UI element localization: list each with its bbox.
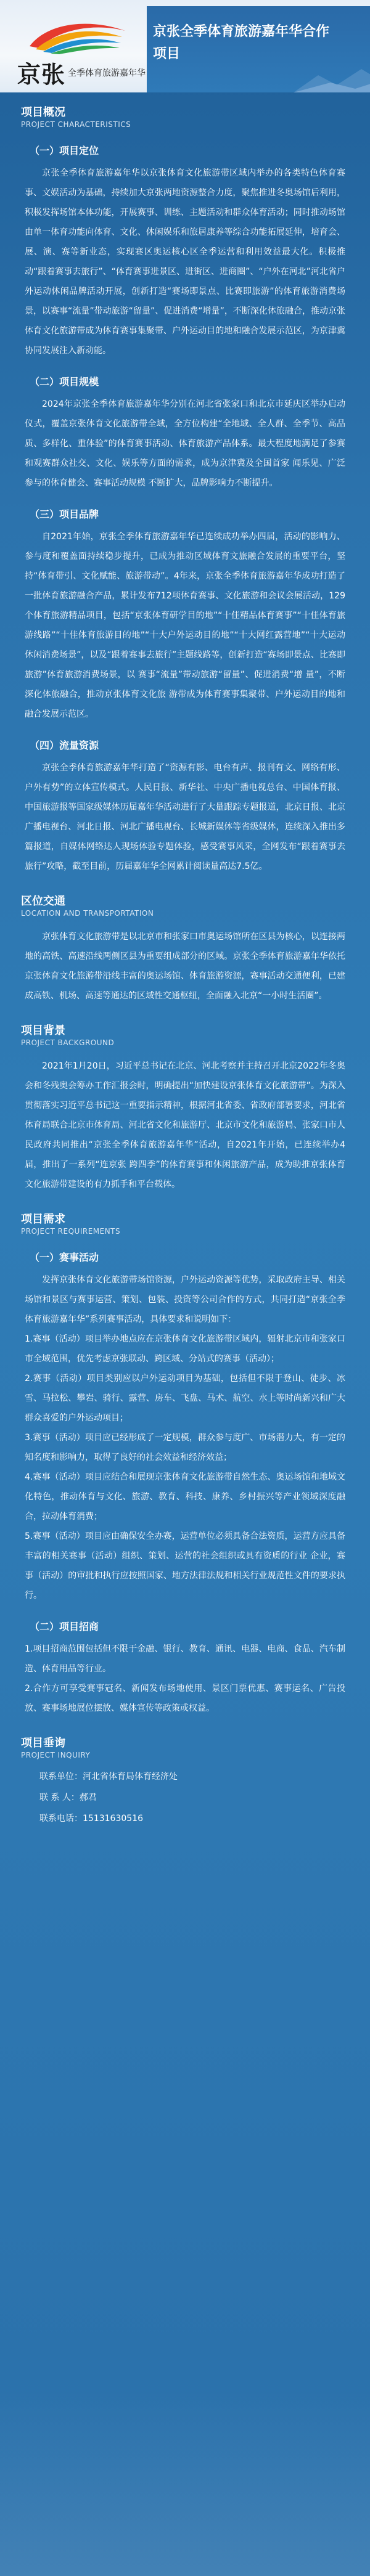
traffic-paragraph: 京张全季体育旅游嘉年华打造了“资源有影、电台有声、报刊有文、网络有形、户外有势”的立体宣传模式。人民日报、新华社、中央广播电视总台、中国体育报、中国旅游报等国家级媒体历届嘉年华活动进行了大量跟踪专题报道，北京日报、北京广播电视台、河北日报、河北广播电视台、长城新媒体等省级媒体，连续深入推出多篇报道，自媒体网络达人现场体验专题体验，感受赛事风采，全网发布“跟着赛事去旅行”攻略，截至目前，历届嘉年华全网累计阅读量高达7.5亿。 bbox=[25, 763, 345, 871]
event-logo bbox=[12, 18, 146, 88]
section-subtitle: PROJECT BACKGROUND bbox=[21, 1038, 115, 1047]
section-title: 项目需求 bbox=[21, 1213, 65, 1226]
list-item: 1.项目招商范围包括但不限于金融、银行、教育、通讯、电器、电商、食品、汽车制造、体育用品等行业。 bbox=[25, 1644, 345, 1674]
section-subtitle: LOCATION AND TRANSPORTATION bbox=[21, 909, 154, 918]
subsection-investment-title: （二）项目招商 bbox=[30, 1621, 99, 1632]
subsection-scale-title: （二）项目规模 bbox=[30, 376, 99, 388]
section-title: 项目垂询 bbox=[21, 1737, 65, 1750]
section-subtitle: PROJECT INQUIRY bbox=[21, 1751, 91, 1759]
subsection-brand-title: （三）项目品牌 bbox=[30, 508, 99, 520]
events-intro-paragraph: 发挥京张体育文化旅游带场馆资源，户外运动资源等优势，采取政府主导、相关场馆和景区与赛事运营、策划、包装、投资等公司合作的方式，共同打造“京张全季体育旅游嘉年华”系列赛事活动，具体要求和说明如下： bbox=[25, 1275, 345, 1324]
section-title: 区位交通 bbox=[21, 895, 65, 908]
list-item: 4.赛事（活动）项目应结合和展现京张体育文化旅游带自然生态、奥运场馆和地域文化特色，推动体育与文化、旅游、教育、科技、康养、乡村振兴等产业领域深度融合，拉动体育消费； bbox=[25, 1472, 345, 1522]
section-background-heading bbox=[21, 1024, 349, 1048]
contact-person: 联 系 人：郝君 bbox=[39, 1793, 97, 1803]
logo-sub-text: 全季体育旅游嘉年华 bbox=[68, 68, 146, 78]
subsection-positioning-title: （一）项目定位 bbox=[30, 145, 99, 157]
section-title: 项目背景 bbox=[21, 1024, 65, 1037]
footer-background bbox=[0, 2391, 370, 2576]
ribbon-logo-icon bbox=[23, 18, 128, 55]
list-item: 2.赛事（活动）项目类别应以户外运动项目为基础，包括但不限于登山、徒步、冰雪、马拉松、攀岩、骑行、露营、房车、飞盘、马术、航空、水上等时尚新兴和广大群众喜爱的户外运动项目； bbox=[25, 1374, 345, 1423]
main-content bbox=[0, 106, 370, 1829]
contact-block bbox=[39, 1766, 349, 1829]
section-subtitle: PROJECT CHARACTERISTICS bbox=[21, 120, 131, 129]
scale-paragraph: 2024年京张全季体育旅游嘉年华分别在河北省张家口和北京市延庆区举办启动仪式，覆盖京张体育文化旅游带全域，全方位构建“全地域、全人群、全季节、高品质、多样化、重体验”的体育赛事活动、体育旅游产品体系。最大程度地满足了参赛和观赛群众社交、文化、娱乐等方面的需求，成为京津冀及全国首家 闻乐见、广泛参与的体育健会、赛事活动规模 不断扩大，品牌影响力不断提升。 bbox=[25, 399, 345, 488]
list-item: 5.赛事（活动）项目应由确保安全办赛，运营单位必须具备合法资质，运营方应具备丰富的相关赛事（活动）组织、策划、运营的社会组织或具有资质的行业 企业，赛事（活动）的审批和执行应按照国家、地方法律法规和相关行业规范性文件的要求执行。 bbox=[25, 1531, 345, 1600]
location-paragraph: 京张体育文化旅游带是以北京市和张家口市奥运场馆所在区县为核心，以连接两地的高铁、高速沿线两侧区县为重要组成部分的区域。京张全季体育旅游嘉年华依托京张体育文化旅游带沿线丰富的奥运场馆、体育旅游资源，赛事活动交通便利，已建成高铁、机场、高速等通达的区域性交通枢纽，全面融入北京“一小时生活圈”。 bbox=[25, 932, 345, 1001]
section-inquiry-heading bbox=[21, 1737, 349, 1760]
section-subtitle: PROJECT REQUIREMENTS bbox=[21, 1227, 121, 1236]
background-paragraph: 2021年1月20日，习近平总书记在北京、河北考察并主持召开北京2022年冬奥会和冬残奥会筹办工作汇报会时，明确提出“加快建设京张体育文化旅游带”。为深入贯彻落实习近平总书记这一重要指示精神，根据河北省委、省政府部署要求，河北省体育局联合北京市体育局、河北省文化和旅游厅、北京市文化和旅游局、张家口市人民政府共同推出“京张全季体育旅游嘉年华”活动，自2021年开始，已连续举办4届，推出了一系列“连京张 跨四季”的体育赛事和休闲旅游产品，成为助推京张体育文化旅游带建设的有力抓手和平台载体。 bbox=[25, 1061, 345, 1189]
list-item: 3.赛事（活动）项目应已经形成了一定规模，群众参与度广、市场潜力大，有一定的知名度和影响力，取得了良好的社会效益和经济效益； bbox=[25, 1433, 345, 1462]
brand-paragraph: 自2021年始，京张全季体育旅游嘉年华已连续成功举办四届，活动的影响力、参与度和覆盖面持续稳步提升，已成为推动区域体育文旅融合发展的重要平台，坚持“体育带引、文化赋能、旅游带动”。4年来，京张全季体育旅游嘉年华成功打造了一批体育旅游融合产品，累计发布712项体育赛事、文化旅游和会议会展活动，129个体育旅游精品项目，包括“京张体育研学目的地”“十佳精品体育赛事”“十佳体育旅游线路”“十佳体育旅游目的地”“十大户外运动目的地”“十大网红露营地”“十大运动休闲消费场景”，以及“跟着赛事去旅行”主题线路等，创新打造“赛场即景点、比赛即旅游”体育旅游消费场景，以 赛事“流量”带动旅游“留量”、促进消费“增 量”，不断深化体旅融合，推动京张体育文化旅 游带成为体育赛事集聚带、户外运动目的地和 融合发展示范区。 bbox=[25, 532, 345, 719]
mountain-decoration-icon bbox=[294, 62, 370, 92]
contact-phone[interactable]: 联系电话：15131630516 bbox=[39, 1814, 143, 1824]
title-panel bbox=[147, 6, 370, 92]
subsection-events-title: （一）赛事活动 bbox=[30, 1252, 99, 1263]
section-location-heading bbox=[21, 895, 349, 918]
section-overview-heading bbox=[21, 106, 349, 129]
list-item: 1.赛事（活动）项目举办地点应在京张体育文化旅游带区域内，辐射北京市和张家口市全域范围，优先考虑京张联动、跨区域、分站式的赛事（活动）； bbox=[25, 1334, 345, 1364]
positioning-paragraph: 京张全季体育旅游嘉年华以京张体育文化旅游带区域内举办的各类特色体育赛事、文娱活动为基础，持续加大京张两地资源整合力度，聚焦推进冬奥场馆后利用，积极发挥场馆本体功能，开展赛事、训练、主题活动和群众体育活动；同时推动场馆由单一体育功能向体育、文化、休闲娱乐和旅居康养等综合功能拓展延伸，培育会、展、演、赛等新业态，实现赛区奥运核心区全季运营和利用效益最大化。积极推动“跟着赛事去旅行”、“体育赛事进景区、进街区、进商圈”、“户外在河北”河北省户外运动休闲品牌活动开展，创新打造“赛场即景点、比赛即旅游”的体育旅游消费场景，以赛事“流量”带动旅游“留量”、促进消费“增量”，不断深化体旅融合，推动京张体育文化旅游带成为体育赛事集聚带、户外运动目的地和融合发展示范区，为京津冀协同发展注入新动能。 bbox=[25, 168, 345, 356]
header-banner bbox=[0, 0, 370, 92]
list-item: 2.合作方可享受赛事冠名、新闻发布场地使用、景区门票优惠、赛事运名、广告投放、赛事场地展位摆放、媒体宣传等政策或权益。 bbox=[25, 1684, 345, 1713]
page-title: 京张全季体育旅游嘉年华合作项目 bbox=[153, 24, 330, 62]
subsection-traffic-title: （四）流量资源 bbox=[30, 740, 99, 751]
logo-mark-text: 京张 bbox=[17, 60, 66, 88]
section-title: 项目概况 bbox=[21, 106, 65, 119]
section-requirements-heading bbox=[21, 1213, 349, 1236]
contact-unit: 联系单位：河北省体育局体育经济处 bbox=[39, 1772, 178, 1782]
